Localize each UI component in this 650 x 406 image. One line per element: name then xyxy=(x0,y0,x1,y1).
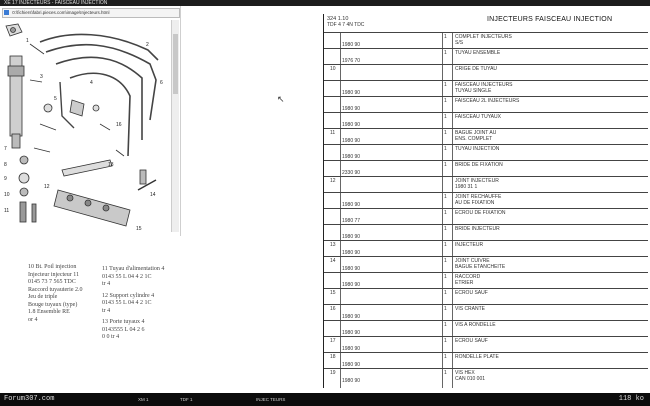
callout-label: 15 xyxy=(136,226,142,232)
table-row xyxy=(324,32,648,49)
part-description: FAISCEAU TUYAUX xyxy=(455,114,501,120)
part-description: COMPLET INJECTEURS xyxy=(455,34,512,40)
page-icon xyxy=(4,10,9,15)
table-row xyxy=(324,256,648,273)
row-quantity: 1 xyxy=(444,322,447,328)
part-description: FAISCEAU INJECTEURS xyxy=(455,82,513,88)
part-description: RACCORD xyxy=(455,274,481,280)
part-description: BAGUE JOINT AU xyxy=(455,130,497,136)
note-line: 1.8 Ensemble RE xyxy=(28,309,70,315)
note-line: Raccord tuyauterie 2.0 xyxy=(28,286,83,293)
callout-label: 12 xyxy=(44,184,50,190)
row-index: 10 xyxy=(330,66,336,72)
row-quantity: 1 xyxy=(444,338,447,344)
table-row xyxy=(324,224,648,241)
part-reference: 1980 90 xyxy=(342,122,361,128)
callout-label: 14 xyxy=(150,192,156,198)
part-reference: 1980 90 xyxy=(342,90,361,96)
address-bar[interactable] xyxy=(2,8,180,18)
note-line: Bouge tuyaux (type) xyxy=(28,301,78,308)
callout-label: 4 xyxy=(90,80,93,86)
row-quantity: 1 xyxy=(444,162,447,168)
part-description: ECROU SAUF xyxy=(455,338,488,344)
part-reference: 1980 90 xyxy=(342,106,361,112)
row-quantity: 1 xyxy=(444,146,447,152)
row-quantity: 1 xyxy=(444,98,447,104)
table-row xyxy=(324,288,648,305)
row-quantity: 1 xyxy=(444,370,447,376)
note-line: 0143 55 L 04 4 2 1C xyxy=(102,300,152,306)
row-quantity: 1 xyxy=(444,274,447,280)
part-reference: 1980 90 xyxy=(342,138,361,144)
table-row xyxy=(324,272,648,289)
sheet-title: INJECTEURS FAISCEAU INJECTION xyxy=(487,16,613,23)
exploded-parts-diagram xyxy=(0,20,170,236)
table-row xyxy=(324,320,648,337)
site-brand: Forum307.com xyxy=(4,395,55,403)
table-row xyxy=(324,304,648,321)
part-reference: 1980 90 xyxy=(342,250,361,256)
callout-label: 10 xyxy=(4,192,10,198)
part-description-line2: ENS. COMPLET xyxy=(455,136,493,142)
row-index: 14 xyxy=(330,258,336,264)
part-description: CRIGE DE TUYAU xyxy=(455,66,498,72)
row-quantity: 1 xyxy=(444,34,447,40)
part-description-line2: AU DE FIXATION xyxy=(455,200,495,206)
address-text: 0:\fichiers\fabri.pieces.com\image\Injecteurs.html xyxy=(12,10,110,15)
row-quantity: 1 xyxy=(444,306,447,312)
part-reference: 1980 90 xyxy=(342,202,361,208)
part-description: VIS HEX xyxy=(455,370,475,376)
part-description-line2: 1980 31 1 xyxy=(455,184,478,190)
row-index: 16 xyxy=(330,306,336,312)
part-description: TUYAU ENSEMBLE xyxy=(455,50,501,56)
part-description-line2: ETRIER xyxy=(455,280,474,286)
callout-label: 2 xyxy=(146,42,149,48)
part-description: VIS A RONDELLE xyxy=(455,322,496,328)
table-row xyxy=(324,80,648,97)
notes-column-1 xyxy=(28,264,82,324)
row-index: 19 xyxy=(330,370,336,376)
callout-label: 6 xyxy=(160,80,163,86)
table-row xyxy=(324,128,648,145)
callout-label: 5 xyxy=(54,96,57,102)
row-quantity: 1 xyxy=(444,258,447,264)
part-description: BRIDE DE FIXATION xyxy=(455,162,503,168)
mouse-cursor: ↖ xyxy=(277,94,285,104)
file-size: 118 ko xyxy=(618,395,644,403)
part-reference: 1980 77 xyxy=(342,218,361,224)
table-row xyxy=(324,48,648,65)
table-row xyxy=(324,336,648,353)
part-reference: 1976 70 xyxy=(342,58,361,64)
part-reference: 1980 90 xyxy=(342,266,361,272)
taskbar-item[interactable]: INJEC TEURS xyxy=(256,397,286,402)
table-row xyxy=(324,208,648,225)
part-reference: 1980 90 xyxy=(342,378,361,384)
sheet-subtitle: TDF 4 7 4N TDC xyxy=(327,22,365,28)
row-quantity: 1 xyxy=(444,82,447,88)
fuel-rail xyxy=(54,190,130,226)
sheet-code: 324 1.10 xyxy=(327,16,349,22)
table-row xyxy=(324,240,648,257)
note-line: 12 Support cylindre 4 xyxy=(102,292,155,299)
scrollbar-thumb[interactable] xyxy=(173,34,178,94)
part-description: JOINT RECHAUFFE xyxy=(455,194,502,200)
row-quantity: 1 xyxy=(444,114,447,120)
note-line: Injecteur injecteur 11 xyxy=(28,271,80,278)
parts-sheet xyxy=(323,14,648,388)
part-description: JOINT INJECTEUR xyxy=(455,178,499,184)
parts-notes xyxy=(0,260,320,380)
part-description-line2: S/S xyxy=(455,40,464,46)
callout-label: 13 xyxy=(108,162,114,168)
callout-label: 9 xyxy=(4,176,7,182)
table-row xyxy=(324,192,648,209)
diagram-window xyxy=(0,6,181,236)
part-reference: 1980 90 xyxy=(342,154,361,160)
taskbar-item[interactable]: XM 1 xyxy=(138,397,149,402)
table-row xyxy=(324,64,648,81)
part-reference: 1980 90 xyxy=(342,330,361,336)
part-reference: 2330 90 xyxy=(342,170,361,176)
table-row xyxy=(324,144,648,161)
table-row xyxy=(324,176,648,193)
row-index: 15 xyxy=(330,290,336,296)
row-quantity: 1 xyxy=(444,130,447,136)
taskbar xyxy=(0,393,650,406)
row-index: 11 xyxy=(330,130,336,136)
part-description: RONDELLE PLATE xyxy=(455,354,499,360)
note-line: 0145 73 7 565 TDC xyxy=(28,279,76,285)
row-index: 12 xyxy=(330,178,336,184)
table-row xyxy=(324,96,648,113)
taskbar-item[interactable]: TDF 1 xyxy=(180,397,193,402)
table-row xyxy=(324,352,648,369)
callout-label: 8 xyxy=(4,162,7,168)
note-line: Jeu de triple xyxy=(28,294,58,300)
row-quantity: 1 xyxy=(444,226,447,232)
note-line: 11 Tuyau d'alimentation 4 xyxy=(102,266,165,272)
note-line: tr 4 xyxy=(102,281,111,287)
part-description: FAISCEAU 2L INJECTEURS xyxy=(455,98,520,104)
part-description: TUYAU INJECTION xyxy=(455,146,500,152)
note-line: or 4 xyxy=(28,316,38,323)
callout-label: 16 xyxy=(116,122,122,128)
callout-label: 3 xyxy=(40,74,43,80)
row-index: 17 xyxy=(330,338,336,344)
part-reference: 1980 90 xyxy=(342,362,361,368)
vertical-scrollbar[interactable] xyxy=(171,20,179,232)
note-line: 0143 55 L 04 4 2 1C xyxy=(102,273,152,280)
part-description: BRIDE INJECTEUR xyxy=(455,226,500,232)
part-description: INJECTEUR xyxy=(455,242,484,248)
row-quantity: 1 xyxy=(444,242,447,248)
row-quantity: 1 xyxy=(444,210,447,216)
window-title: XE 17 INJECTEURS - FAISCEAU INJECTION xyxy=(4,0,108,6)
part-description-line2: CAN 010 001 xyxy=(455,376,486,382)
row-index: 13 xyxy=(330,242,336,248)
callout-label: 11 xyxy=(4,208,10,214)
note-line: 10 Bt. Poil injection xyxy=(28,264,77,270)
part-description: JOINT CUIVRE xyxy=(455,258,490,264)
parts-table xyxy=(324,32,648,384)
notes-column-2 xyxy=(102,266,164,342)
note-line: 0143555 L 04 2 6 xyxy=(102,326,145,333)
part-reference: 1980 90 xyxy=(342,234,361,240)
callout-label: 1 xyxy=(26,38,29,44)
table-row xyxy=(324,160,648,177)
sheet-header xyxy=(327,16,645,28)
table-row xyxy=(324,112,648,129)
part-description-line2: TUYAU SINGLE xyxy=(455,88,492,94)
part-description: ECROU SAUF xyxy=(455,290,488,296)
row-quantity: 1 xyxy=(444,194,447,200)
row-quantity: 1 xyxy=(444,290,447,296)
part-description: VIS CRANTE xyxy=(455,306,486,312)
part-description: ECROU DE FIXATION xyxy=(455,210,506,216)
table-row xyxy=(324,368,648,385)
note-line: 13 Porte tuyaux 4 xyxy=(102,319,145,325)
callout-label: 7 xyxy=(4,146,7,152)
part-reference: 1980 90 xyxy=(342,42,361,48)
note-line: 0 0 tr 4 xyxy=(102,334,120,340)
part-reference: 1980 90 xyxy=(342,346,361,352)
part-description-line2: BAGUE ETANCHEITE xyxy=(455,264,506,270)
part-reference: 1980 90 xyxy=(342,282,361,288)
row-quantity: 1 xyxy=(444,354,447,360)
row-index: 18 xyxy=(330,354,336,360)
note-line: tr 4 xyxy=(102,307,111,314)
part-reference: 1980 90 xyxy=(342,314,361,320)
row-quantity: 1 xyxy=(444,50,447,56)
